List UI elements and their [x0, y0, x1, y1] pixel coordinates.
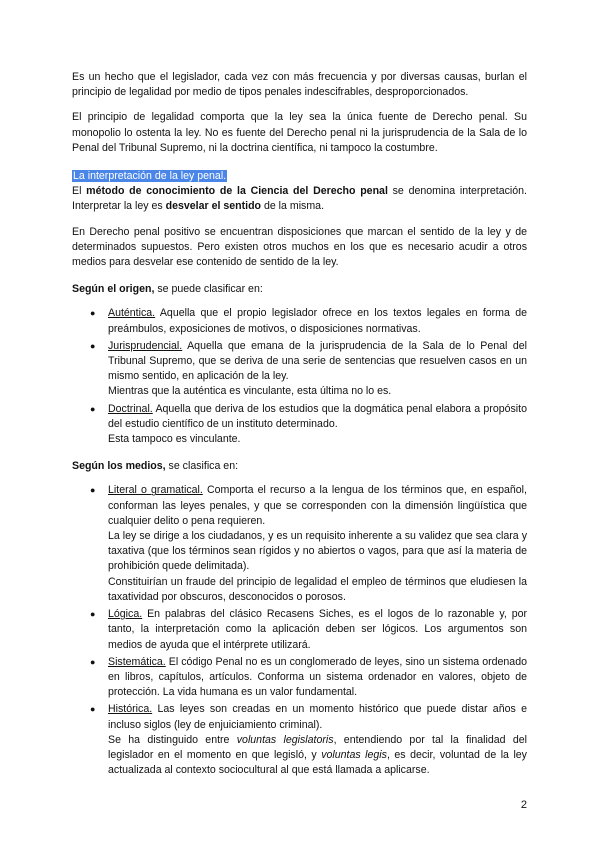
bullet-icon: ● — [90, 403, 96, 414]
origen-title-rest: se puede clasificar en: — [154, 283, 263, 296]
historica-paragraph-2 — [108, 733, 527, 779]
definition-bold-2: desvelar el sentido — [165, 200, 262, 213]
intro-paragraph-2: El principio de legalidad comporta que la ley sea la única fuente de Derecho penal. Su monopolio lo ostenta la ley. No es fuente del Derecho penal ni la jurisprudencia de la Sala de lo Penal del Tribunal Supremo, ni la doctrina científica, ni tampoco la costumbre. — [72, 111, 527, 154]
term-doctrinal: Doctrinal. — [108, 402, 153, 415]
list-item-sistematica — [72, 655, 527, 701]
historica-text-c: , es decir, voluntad de la ley actualizada al contexto sociocultural al que está llamada a aplicarse. — [108, 748, 527, 777]
list-item-logica — [72, 607, 527, 653]
bullet-icon: ● — [90, 609, 96, 620]
voluntas-legis: voluntas legis — [321, 748, 387, 761]
medios-list — [72, 483, 527, 778]
bullet-icon: ● — [90, 656, 96, 667]
medios-subheading — [72, 459, 527, 474]
extra-jurisprudencial: Mientras que la auténtica es vinculante, esta última no lo es. — [108, 385, 392, 398]
positive-law-paragraph: En Derecho penal positivo se encuentran disposiciones que marcan el sentido de la ley y de determinados supuestos. Pero existen otros muchos en los que es necesario acudir a otros medios para desvelar ese contenido de sentido de la ley. — [72, 225, 527, 269]
medios-title-rest: se clasifica en: — [165, 460, 239, 473]
definition-text-3: de la misma. — [261, 200, 325, 213]
origen-list — [72, 306, 527, 447]
text-historica: Las leyes son creadas en un momento histórico que puede distar años e incluso siglos (ley de enjuiciamiento criminal). — [108, 703, 527, 731]
term-sistematica: Sistemática. — [108, 655, 166, 668]
origen-title: Según el origen, — [72, 283, 155, 296]
document-page — [72, 70, 527, 788]
text-autentica: Aquella que el propio legislador ofrece en los textos legales en forma de preámbulos, exposiciones de motivos, o disposiciones normativas. — [108, 307, 527, 335]
section-heading — [72, 169, 527, 184]
literal-paragraph-2: La ley se dirige a los ciudadanos, y es un requisito inherente a su validez que sea clara y taxativa (que los términos sean rígidos y no abiertos o vagos, para que así la materia de prohibición quede delimitada). — [108, 530, 527, 573]
historica-text-a: Se ha distinguido entre — [108, 733, 237, 746]
voluntas-legislatoris: voluntas legislatoris — [236, 733, 334, 746]
bullet-icon: ● — [90, 485, 96, 496]
page-number: 2 — [520, 799, 527, 811]
literal-paragraph-3: Constituirían un fraude del principio de legalidad el empleo de términos que eludiesen la taxatividad por obscuros, desconocidos o porosos. — [108, 575, 527, 603]
origen-subheading — [72, 282, 527, 297]
text-jurisprudencial: Aquella que emana de la jurisprudencia de la Sala de lo Penal del Tribunal Supremo, que se deriva de una serie de sentencias que resuelven casos en un mismo sentido, en aplicación de la ley. — [108, 339, 527, 383]
definition-bold-1: método de conocimiento de la Ciencia del Derecho penal — [86, 185, 388, 198]
bullet-icon: ● — [90, 340, 96, 351]
list-item-doctrinal — [72, 402, 527, 448]
text-logica: En palabras del clásico Recasens Siches, es el logos de lo razonable y, por tanto, la interpretación como la aplicación deben ser lógicos. Los argumentos son medios de ayuda que el intérprete utilizará. — [108, 608, 527, 651]
term-historica: Histórica. — [108, 703, 153, 716]
list-item-autentica — [72, 306, 527, 336]
list-item-literal — [72, 483, 527, 605]
intro-paragraph-1: Es un hecho que el legislador, cada vez con más frecuencia y por diversas causas, burlan el principio de legalidad por medio de tipos penales indescifrables, desproporcionados. — [72, 71, 527, 99]
term-jurisprudencial: Jurisprudencial. — [108, 339, 183, 352]
term-literal: Literal o gramatical. — [108, 484, 203, 497]
list-item-jurisprudencial — [72, 339, 527, 400]
bullet-icon: ● — [90, 308, 96, 319]
extra-doctrinal: Esta tampoco es vinculante. — [108, 433, 241, 446]
bullet-icon: ● — [90, 704, 96, 715]
text-doctrinal: Aquella que deriva de los estudios que la dogmática penal elabora a propósito del estudio científico de un instituto determinado. — [108, 402, 527, 430]
term-logica: Lógica. — [108, 608, 143, 621]
text-literal: Comporta el recurso a la lengua de los términos que, en español, conforman las leyes penales, y que se corresponden con la dimensión lingüística que cualquier delito o pena requieren. — [108, 484, 527, 527]
definition-text-1: El — [72, 185, 87, 198]
medios-title: Según los medios, — [72, 460, 166, 473]
section-heading-text: La interpretación de la ley penal. — [73, 170, 227, 183]
definition-text-2: se denomina interpretación. Interpretar la ley es — [72, 185, 527, 213]
text-sistematica: El código Penal no es un conglomerado de leyes, sino un sistema ordenado en libros, capítulos, artículos. Conforma un sistema ordenador en valores, objeto de protección. La vida humana es un valor fundamental. — [108, 655, 527, 699]
definition-paragraph — [72, 184, 527, 214]
term-autentica: Auténtica. — [108, 307, 156, 320]
list-item-historica — [72, 702, 527, 778]
historica-text-b: , entendiendo por tal la finalidad del legislador en el momento en que legisló, y — [108, 733, 527, 761]
